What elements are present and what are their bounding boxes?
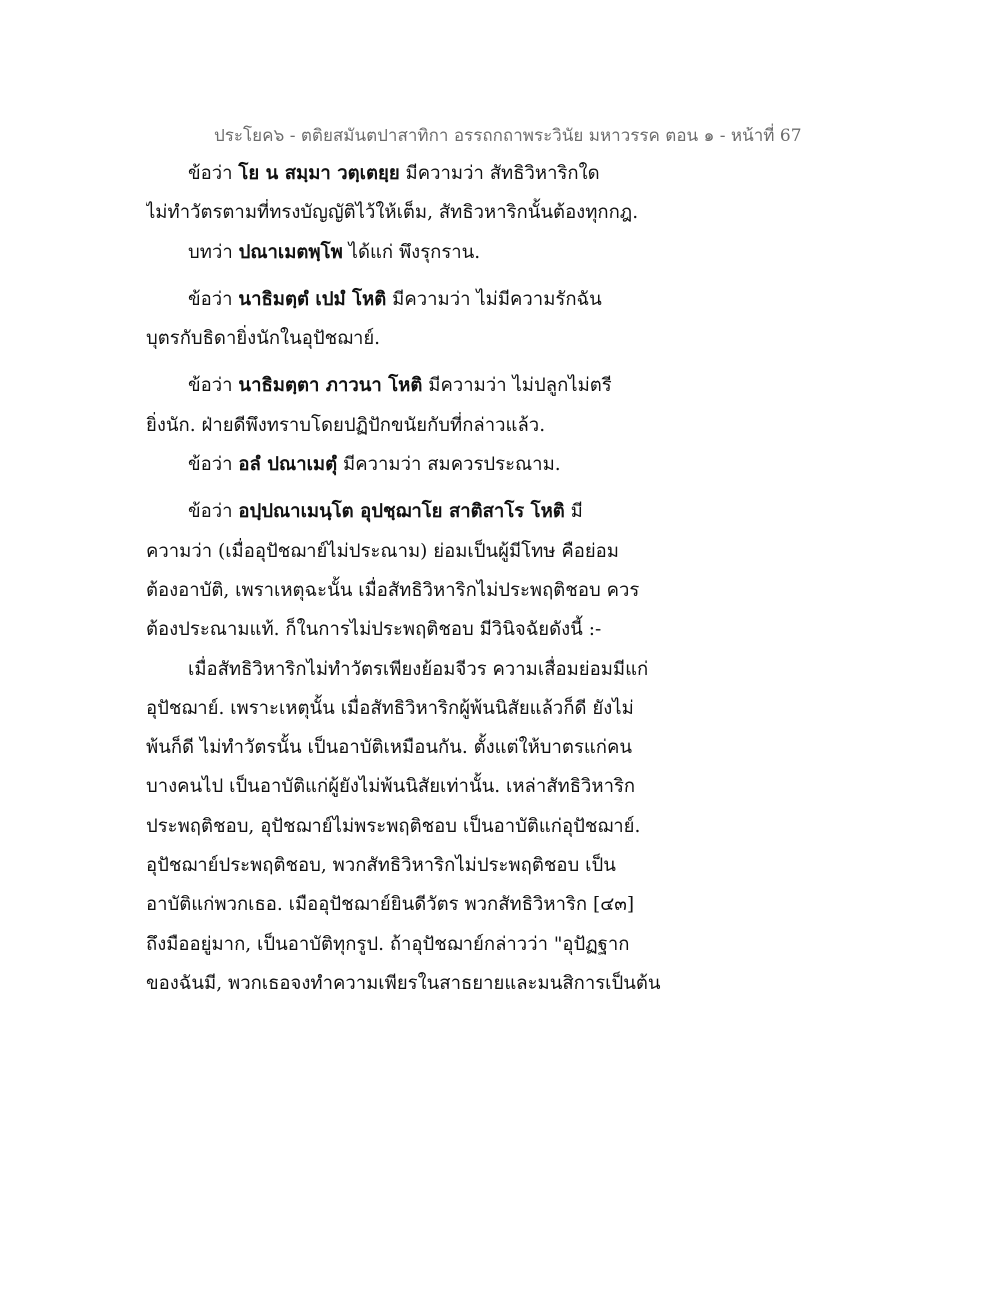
text-line: พ้นก็ดี ไม่ทำวัตรนั้น เป็นอาบัติเหมือนกัน. ตั้งแต่ให้บาตรแก่คน bbox=[146, 737, 633, 759]
text-line: อุปัชฌาย์. เพราะเหตุนั้น เมื่อสัทธิวิหาริกผู้พ้นนิสัยแล้วก็ดี ยังไม่ bbox=[146, 697, 634, 719]
line-text: มีความว่า ไม่มีความรักฉัน bbox=[386, 288, 602, 310]
text-line bbox=[146, 237, 676, 276]
text-line: ต้องประณามแท้. ก็ในการไม่ประพฤติชอบ มีวินิจฉัยดังนี้ :- bbox=[146, 619, 602, 641]
pali-term: ปณาเมตพฺโพ bbox=[238, 241, 343, 263]
line-text: ข้อว่า bbox=[188, 501, 239, 523]
text-line: เมื่อสัทธิวิหาริกไม่ทำวัตรเพียงย้อมจีวร ความเสื่อมย่อมมีแก่ bbox=[188, 658, 649, 680]
text-line: ต้องอาบัติ, เพราเหตุฉะนั้น เมื่อสัทธิวิหาริกไม่ประพฤติชอบ ควร bbox=[146, 579, 640, 601]
line-text: บทว่า bbox=[188, 241, 239, 263]
text-line: ประพฤติชอบ, อุปัชฌาย์ไม่พระพฤติชอบ เป็นอาบัติแก่อุปัชฌาย์. bbox=[146, 815, 641, 837]
pali-term: นาธิมตฺตา ภาวนา โหติ bbox=[238, 375, 423, 397]
line-text: ข้อว่า bbox=[188, 375, 239, 397]
text-line: อุปัชฌาย์ประพฤติชอบ, พวกสัทธิวิหาริกไม่ประพฤติชอบ เป็น bbox=[146, 855, 616, 877]
pali-term: นาธิมตฺตํ เปมํ โหติ bbox=[238, 288, 387, 310]
text-line bbox=[146, 496, 676, 535]
text-line bbox=[146, 449, 676, 488]
text-line: ไม่ทำวัตรตามที่ทรงบัญญัติไว้ให้เต็ม, สัทธิวหาริกนั้นต้องทุกกฎ. bbox=[146, 202, 639, 224]
line-text: มีความว่า ไม่ปลูกไม่ตรี bbox=[422, 375, 612, 397]
text-line: ยิ่งนัก. ฝ่ายดีพึงทราบโดยปฏิปักขนัยกับที่กล่าวแล้ว. bbox=[146, 414, 546, 436]
line-text: มีความว่า สมควรประณาม. bbox=[337, 454, 561, 476]
line-text: ข้อว่า bbox=[188, 454, 239, 476]
pali-term: อลํ ปณาเมตุํ bbox=[238, 454, 338, 476]
line-text: ข้อว่า bbox=[188, 163, 239, 184]
line-text: มีความว่า สัทธิวิหาริกใด bbox=[399, 163, 600, 184]
text-line: ความว่า (เมื่ออุปัชฌาย์ไม่ประณาม) ย่อมเป็นผู้มีโทษ คือย่อม bbox=[146, 540, 619, 562]
text-line: ของฉันมี, พวกเธอจงทำความเพียรในสาธยายและมนสิการเป็นต้น bbox=[146, 972, 661, 994]
line-text: ได้แก่ พึงรุกราน. bbox=[342, 241, 481, 263]
body-text bbox=[146, 158, 676, 1007]
pali-term: อปฺปณาเมนฺโต อุปชฺฌาโย สาติสาโร โหติ bbox=[238, 501, 565, 523]
running-header: ประโยค๖ - ตติยสมันตปาสาทิกา อรรถกถาพระวินัย มหาวรรค ตอน ๑ - หน้าที่ 67 bbox=[214, 126, 802, 146]
text-line bbox=[146, 370, 676, 409]
text-line: อาบัติแก่พวกเธอ. เมืออุปัชฌาย์ยินดีวัตร พวกสัทธิวิหาริก [๔๓] bbox=[146, 894, 635, 916]
text-line: บางคนไป เป็นอาบัติแก่ผู้ยังไม่พ้นนิสัยเท่านั้น. เหล่าสัทธิวิหาริก bbox=[146, 776, 636, 798]
text-line: บุตรกับธิดายิ่งนักในอุปัชฌาย์. bbox=[146, 328, 381, 350]
text-line: ถึงมืออยู่มาก, เป็นอาบัติทุกรูป. ถ้าอุปัชฌาย์กล่าวว่า "อุปัฏฐาก bbox=[146, 933, 630, 955]
line-text: มี bbox=[564, 501, 583, 523]
pali-term: โย น สมฺมา วตฺเตยฺย bbox=[238, 163, 400, 184]
line-text: ข้อว่า bbox=[188, 288, 239, 310]
text-line bbox=[146, 284, 676, 323]
text-line bbox=[146, 158, 676, 197]
